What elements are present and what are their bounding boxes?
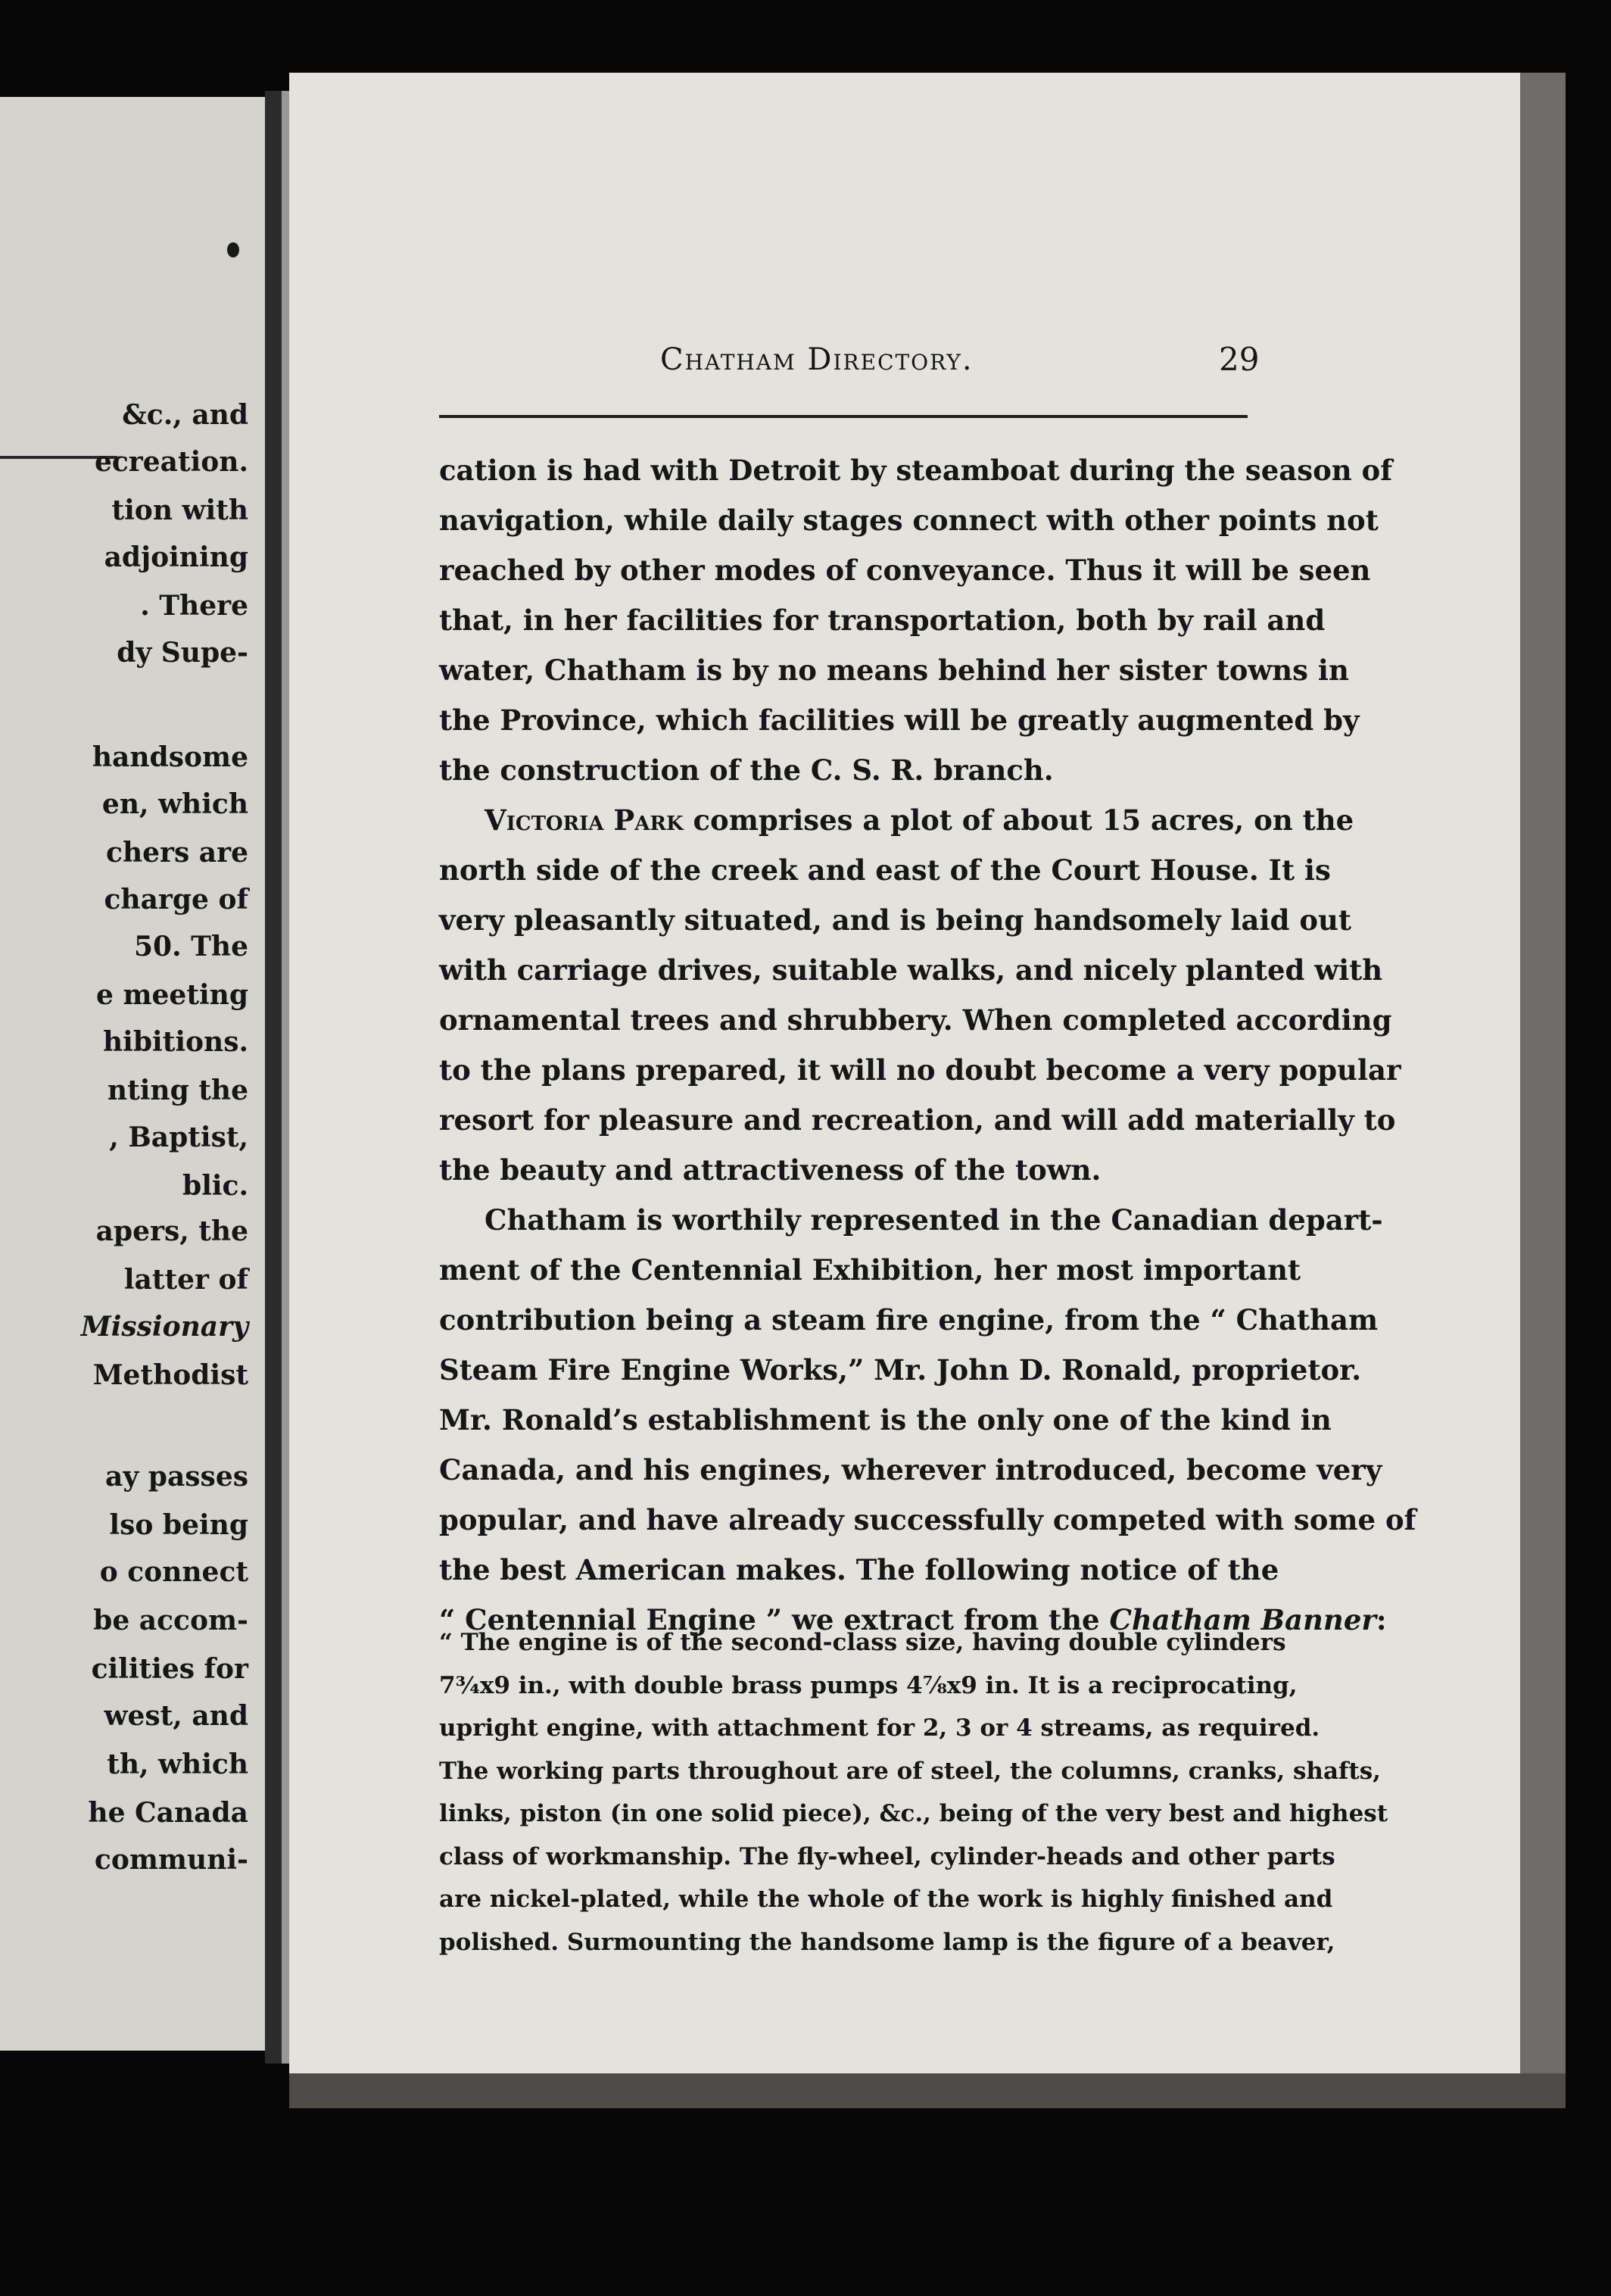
left-page-fragment: . There bbox=[140, 590, 248, 622]
left-page-fragment: cilities for bbox=[91, 1653, 248, 1685]
text-line: reached by other modes of conveyance. Thus it will be seen bbox=[439, 554, 1371, 587]
text-line: the construction of the C. S. R. branch. bbox=[439, 753, 1054, 787]
left-page-fragment: , Baptist, bbox=[109, 1121, 248, 1153]
quote-line: upright engine, with attachment for 2, 3 or 4 streams, as required. bbox=[439, 1714, 1320, 1742]
left-page-fragment: charge of bbox=[104, 884, 248, 916]
quote-line: 7¾x9 in., with double brass pumps 4⅞x9 in. It is a reciprocating, bbox=[439, 1671, 1298, 1699]
page-edge-shadow bbox=[1520, 73, 1566, 2073]
text-line: with carriage drives, suitable walks, and nicely planted with bbox=[439, 953, 1383, 987]
text-line: very pleasantly situated, and is being handsomely laid out bbox=[439, 903, 1352, 937]
left-page-fragment: hibitions. bbox=[103, 1026, 248, 1058]
left-page-fragment: handsome bbox=[92, 741, 248, 773]
newspaper-title: Chatham Banner bbox=[1109, 1603, 1376, 1636]
left-page-fragment: &c., and bbox=[122, 399, 248, 431]
text-line: popular, and have already successfully competed with some of bbox=[439, 1503, 1416, 1536]
text-line: that, in her facilities for transportation, both by rail and bbox=[439, 604, 1326, 637]
text-line: the best American makes. The following notice of the bbox=[439, 1553, 1279, 1586]
page-title: Chatham Directory. bbox=[660, 342, 974, 377]
body-text bbox=[439, 445, 1416, 1645]
quote-line: “ The engine is of the second-class size, having double cylinders bbox=[439, 1629, 1286, 1656]
text-line: water, Chatham is by no means behind her sister towns in bbox=[439, 654, 1349, 687]
left-page-fragment: apers, the bbox=[95, 1215, 248, 1247]
text-line: resort for pleasure and recreation, and will add materially to bbox=[439, 1103, 1396, 1137]
page-bottom-shadow bbox=[289, 2073, 1566, 2108]
binding-hole bbox=[227, 242, 239, 257]
left-page-fragment: th, which bbox=[107, 1749, 248, 1780]
left-page-fragment: o connect bbox=[99, 1556, 248, 1588]
paragraph-1 bbox=[439, 445, 1393, 795]
text-line bbox=[439, 795, 1354, 845]
left-page-fragment: chers are bbox=[106, 837, 248, 869]
text-line: ornamental trees and shrubbery. When completed according bbox=[439, 1003, 1392, 1037]
left-page-fragment: lso being bbox=[109, 1509, 248, 1541]
left-page-fragment: he Canada bbox=[88, 1797, 248, 1829]
book-binding bbox=[265, 91, 282, 2064]
left-page-fragment: en, which bbox=[101, 788, 248, 820]
text-fragment: comprises a plot of about 15 acres, on the bbox=[693, 803, 1354, 837]
quote-line: are nickel-plated, while the whole of the work is highly finished and bbox=[439, 1886, 1333, 1913]
left-page-fragment: latter of bbox=[123, 1264, 248, 1296]
text-line: cation is had with Detroit by steamboat during the season of bbox=[439, 454, 1393, 487]
left-page-fragment: ecreation. bbox=[94, 446, 248, 478]
quote-line: The working parts throughout are of steel, the columns, cranks, shafts, bbox=[439, 1757, 1381, 1785]
text-line: navigation, while daily stages connect with other points not bbox=[439, 504, 1379, 537]
header-rule bbox=[439, 415, 1248, 418]
left-page-fragment: dy Supe- bbox=[117, 637, 248, 669]
text-line: Canada, and his engines, wherever introduced, become very bbox=[439, 1453, 1382, 1486]
paragraph-3 bbox=[439, 1195, 1416, 1645]
left-page-fragment: blic. bbox=[182, 1170, 248, 1202]
paragraph-2 bbox=[439, 795, 1401, 1195]
text-fragment: : bbox=[1376, 1603, 1387, 1636]
quote-line: polished. Surmounting the handsome lamp is the figure of a beaver, bbox=[439, 1928, 1335, 1956]
text-line: Mr. Ronald’s establishment is the only one of the kind in bbox=[439, 1403, 1332, 1437]
quote-line: links, piston (in one solid piece), &c., being of the very best and highest bbox=[439, 1800, 1388, 1827]
text-line: contribution being a steam fire engine, from the “ Chatham bbox=[439, 1303, 1379, 1337]
left-page-fragment: Missionary bbox=[80, 1311, 248, 1343]
right-page bbox=[289, 73, 1520, 2073]
left-page-fragment: nting the bbox=[107, 1075, 248, 1106]
left-page bbox=[0, 97, 265, 2051]
left-page-fragment: west, and bbox=[104, 1700, 248, 1732]
text-line: ment of the Centennial Exhibition, her most important bbox=[439, 1253, 1301, 1287]
left-page-fragment: ay passes bbox=[105, 1461, 248, 1493]
left-page-fragment: e meeting bbox=[96, 979, 248, 1011]
left-page-fragment: communi- bbox=[94, 1844, 248, 1876]
text-line: the beauty and attractiveness of the town. bbox=[439, 1153, 1102, 1187]
text-line: north side of the creek and east of the Court House. It is bbox=[439, 853, 1331, 887]
running-header bbox=[289, 342, 1520, 388]
quote-line: class of workmanship. The fly-wheel, cylinder-heads and other parts bbox=[439, 1842, 1335, 1870]
engine-quotation bbox=[439, 1621, 1388, 1964]
left-page-fragment: 50. The bbox=[133, 931, 248, 962]
victoria-park-lead: Victoria Park bbox=[485, 803, 684, 837]
left-page-fragment: be accom- bbox=[93, 1605, 248, 1636]
left-page-fragment: adjoining bbox=[104, 541, 248, 573]
text-fragment: “ Centennial Engine ” we extract from the bbox=[439, 1603, 1100, 1636]
left-page-fragment: tion with bbox=[111, 494, 248, 526]
text-line: Steam Fire Engine Works,” Mr. John D. Ronald, proprietor. bbox=[439, 1353, 1362, 1387]
binding-shadow bbox=[282, 91, 289, 2064]
text-line: the Province, which facilities will be greatly augmented by bbox=[439, 703, 1360, 737]
text-line: Chatham is worthily represented in the Canadian depart- bbox=[485, 1203, 1383, 1237]
page-number: 29 bbox=[1219, 341, 1260, 378]
text-line: to the plans prepared, it will no doubt become a very popular bbox=[439, 1053, 1401, 1087]
left-page-fragment: Methodist bbox=[92, 1359, 248, 1391]
